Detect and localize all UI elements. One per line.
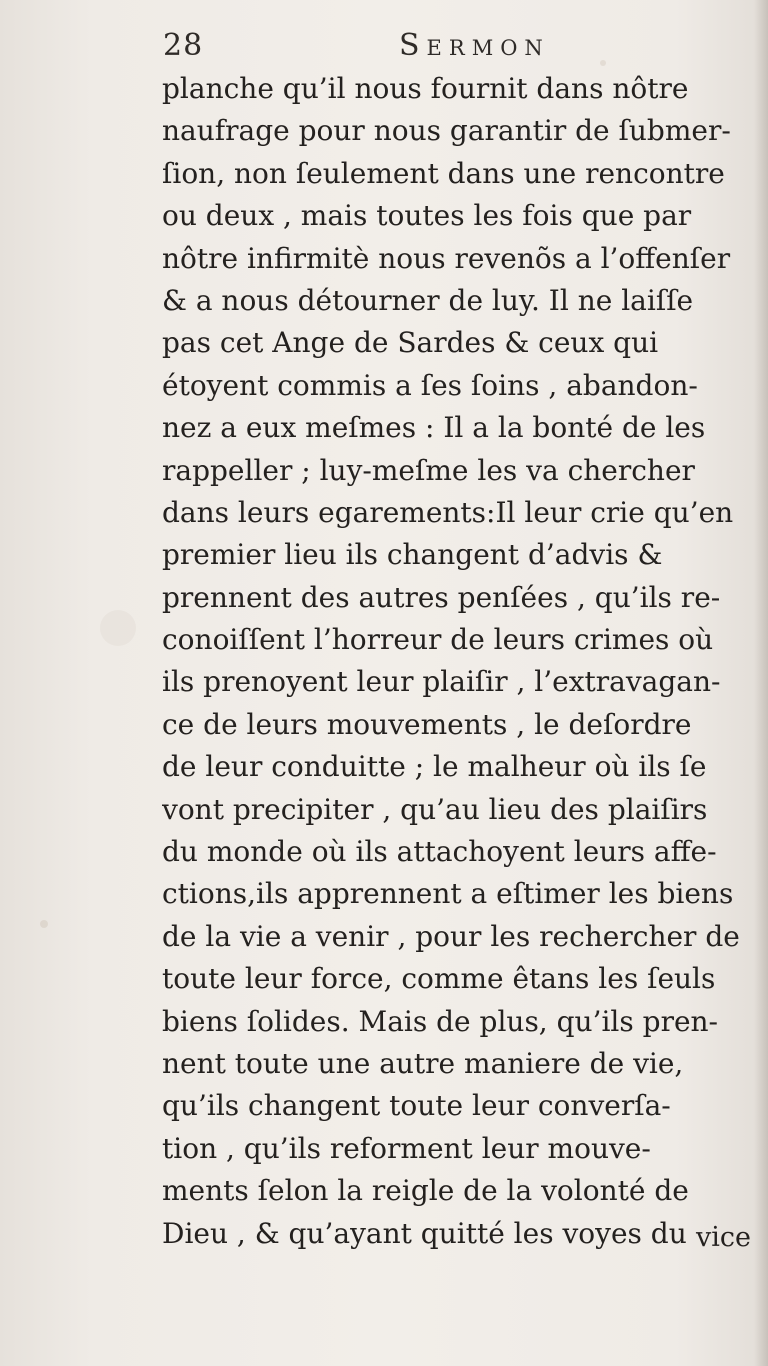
paper-stain xyxy=(100,610,136,646)
text-line: de la vie a venir , pour les rechercher de xyxy=(162,919,740,953)
text-line: prennent des autres penſées , qu’ils re- xyxy=(162,580,721,614)
text-line: naufrage pour nous garantir de ſubmer- xyxy=(162,114,731,148)
text-line: étoyent commis a ſes ſoins , abandon- xyxy=(162,368,698,402)
text-line: ce de leurs mouvements , le deſordre xyxy=(162,707,692,741)
paper-stain xyxy=(40,920,48,928)
text-line: planche qu’il nous fournit dans nôtre xyxy=(162,72,689,105)
text-line: Dieu , & qu’ayant quitté les voyes du xyxy=(162,1216,687,1250)
text-line: qu’ils changent toute leur converſa- xyxy=(162,1089,671,1123)
body-text xyxy=(162,68,768,1255)
text-line: ctions,ils apprennent a eſtimer les biens xyxy=(162,877,734,911)
page-header xyxy=(163,28,763,72)
running-head: Sermon xyxy=(399,28,550,63)
text-line: nôtre infirmitè nous revenõs a l’offenſer xyxy=(162,241,731,275)
text-line: nent toute une autre maniere de vie, xyxy=(162,1046,684,1080)
text-line: & a nous détourner de luy. Il ne laiſſe xyxy=(162,283,694,317)
text-line: ſion, non ſeulement dans une rencontre xyxy=(162,156,725,190)
text-line: toute leur force, comme êtans les ſeuls xyxy=(162,962,716,996)
text-line: ou deux , mais toutes les fois que par xyxy=(162,199,692,233)
text-line: de leur conduitte ; le malheur où ils ſe xyxy=(162,750,707,784)
text-line: biens ſolides. Mais de plus, qu’ils pren- xyxy=(162,1004,719,1038)
text-line: ments ſelon la reigle de la volonté de xyxy=(162,1174,689,1208)
text-line: pas cet Ange de Sardes & ceux qui xyxy=(162,326,659,360)
text-line: rappeller ; luy-meſme les va chercher xyxy=(162,453,695,487)
text-line: du monde où ils attachoyent leurs affe- xyxy=(162,835,717,869)
text-line: ils prenoyent leur plaiſir , l’extravagan- xyxy=(162,665,721,699)
text-line: vont precipiter , qu’au lieu des plaiſirs xyxy=(162,792,708,826)
text-line: premier lieu ils changent d’advis & xyxy=(162,538,663,572)
text-line: dans leurs egarements:Il leur crie qu’en xyxy=(162,495,734,529)
catchword: vice xyxy=(696,1222,751,1253)
text-line: nez a eux meſmes : Il a la bonté de les xyxy=(162,411,706,445)
page-number: 28 xyxy=(163,28,204,63)
text-line: conoiſſent l’horreur de leurs crimes où xyxy=(162,623,714,657)
text-line: tion , qu’ils reforment leur mouve- xyxy=(162,1131,651,1165)
